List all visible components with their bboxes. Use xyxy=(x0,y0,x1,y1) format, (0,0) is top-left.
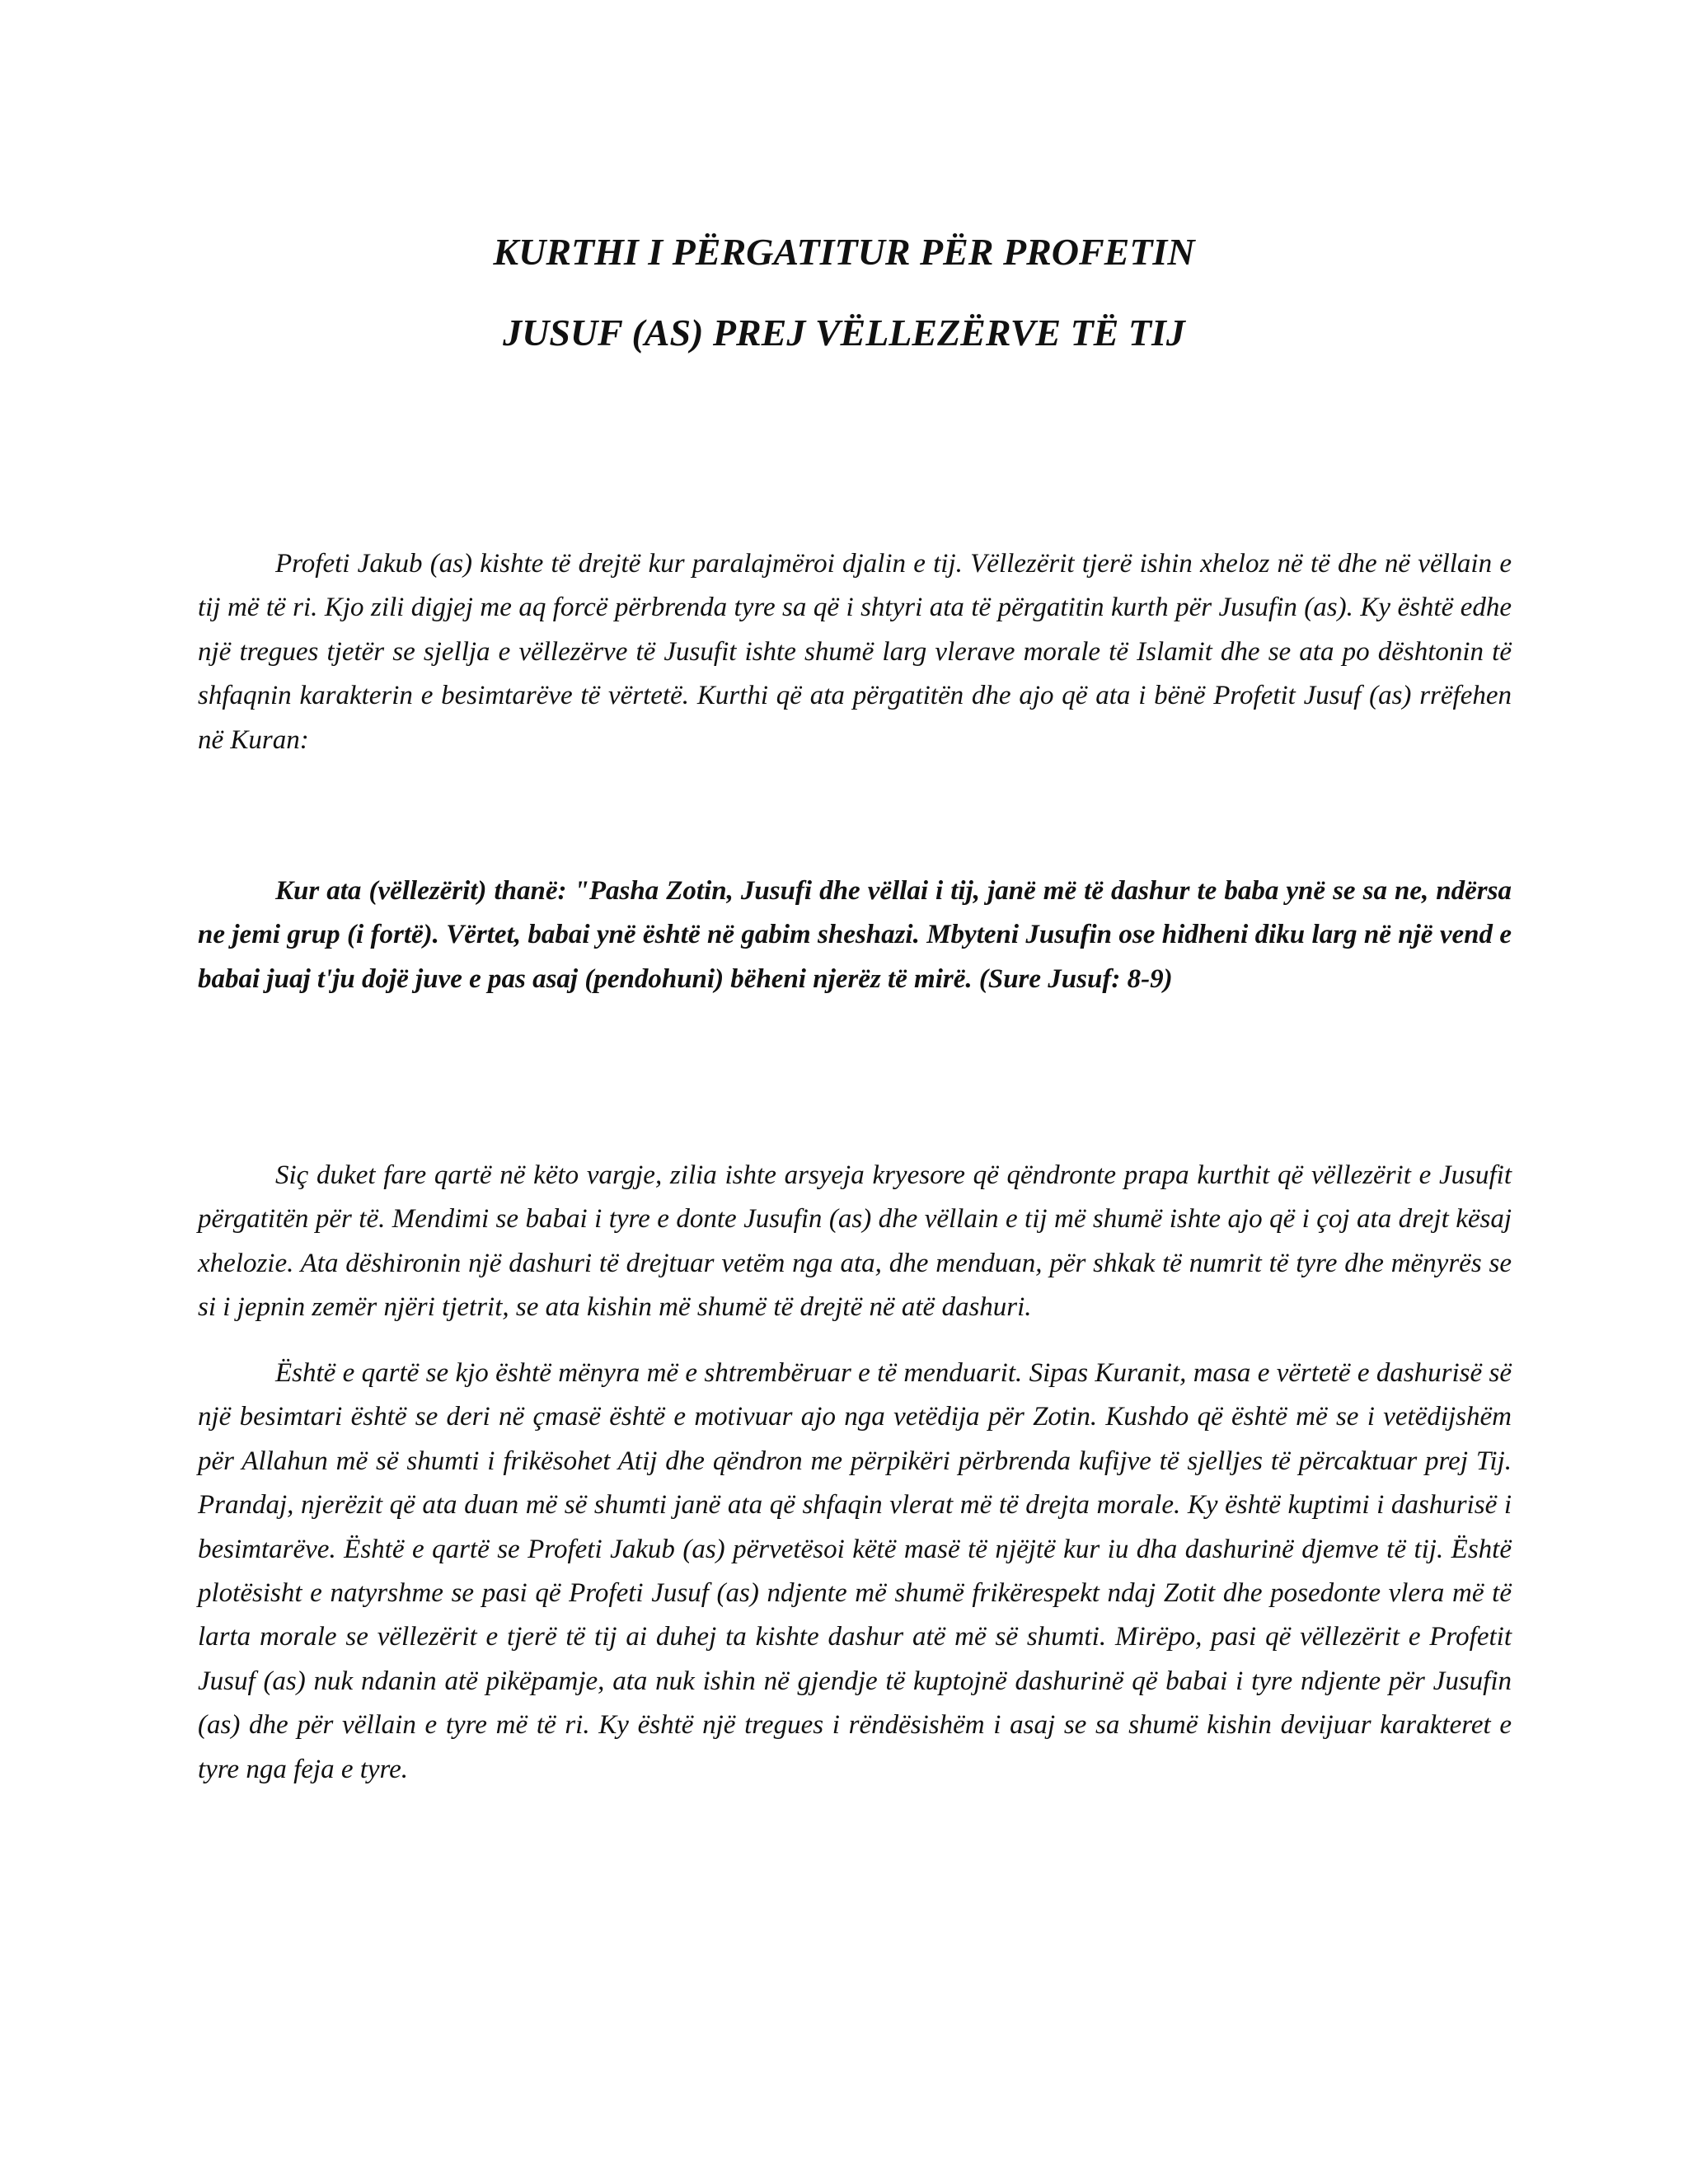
paragraph-intro: Profeti Jakub (as) kishte të drejtë kur paralajmëroi djalin e tij. Vëllezërit tjerë ishin xheloz në të dhe në vëllain e tij më të ri. Kjo zili digjej me aq forcë përbrenda tyre sa që i shtyri ata të përgatitin kurth për Jusufin (as). Ky është edhe një tregues tjetër se sjellja e vëllezërve të Jusufit ishte shumë larg vlerave morale të Islamit dhe se ata po dështonin të shfaqnin karakterin e besimtarëve të vërtetë. Kurthi që ata përgatitën dhe ajo që ata i bënë Profetit Jusuf (as) rrëfehen në Kuran: xyxy=(198,549,1512,755)
title-line-2: JUSUF (AS) PREJ VËLLEZËRVE TË TIJ xyxy=(503,312,1185,354)
paragraph-analysis: Siç duket fare qartë në këto vargje, zilia ishte arsyeja kryesore që qëndronte prapa kurthit që vëllezërit e Jusufit përgatitën për të. Mendimi se babai i tyre e donte Jusufin (as) dhe vëllain e tij më shumë ishte ajo që i çoj ata drejt kësaj xhelozie. Ata dëshironin një dashuri të drejtuar vetëm nga ata, dhe menduan, për shkak të numrit të tyre dhe mënyrës se si i jepnin zemër njëri tjetrit, se ata kishin më shumë të drejtë në atë dashuri. xyxy=(198,1160,1512,1323)
paragraph-quran-quote: Kur ata (vëllezërit) thanë: "Pasha Zotin, Jusufi dhe vëllai i tij, janë më të dashur te baba ynë se sa ne, ndërsa ne jemi grup (i fortë). Vërtet, babai ynë është në gabim sheshazi. Mbyteni Jusufin ose hidheni diku larg në një vend e babai juaj t'ju dojë juve e pas asaj (pendohuni) bëheni njerëz të mirë. (Sure Jusuf: 8-9) xyxy=(198,876,1512,994)
title-line-1: KURTHI I PËRGATITUR PËR PROFETIN xyxy=(493,231,1195,273)
paragraph-conclusion: Është e qartë se kjo është mënyra më e shtrembëruar e të menduarit. Sipas Kuranit, masa e vërtetë e dashurisë së një besimtari është se deri në çmasë është e motivuar ajo nga vetëdija për Zotin. Kushdo që është më se i vetëdijshëm për Allahun më së shumti i frikësohet Atij dhe qëndron me përpikëri përbrenda kufijve të sjelljes të përcaktuar prej Tij. Prandaj, njerëzit që ata duan më së shumti janë ata që shfaqin vlerat më të drejta morale. Ky është kuptimi i dashurisë i besimtarëve. Është e qartë se Profeti Jakub (as) përvetësoi këtë masë të njëjtë kur iu dha dashurinë djemve të tij. Është plotësisht e natyrshme se pasi që Profeti Jusuf (as) ndjente më shumë frikërespekt ndaj Zotit dhe posedonte vlera më të larta morale se vëllezërit e tjerë të tij ai duhej ta kishte dashur atë më së shumti. Mirëpo, pasi që vëllezërit e Profetit Jusuf (as) nuk ndanin atë pikëpamje, ata nuk ishin në gjendje të kuptojnë dashurinë që babai i tyre ndjente për Jusufin (as) dhe për vëllain e tyre më të ri. Ky është një tregues i rëndësishëm i asaj se sa shumë kishin devijuar karakteret e tyre nga feja e tyre. xyxy=(198,1358,1512,1784)
